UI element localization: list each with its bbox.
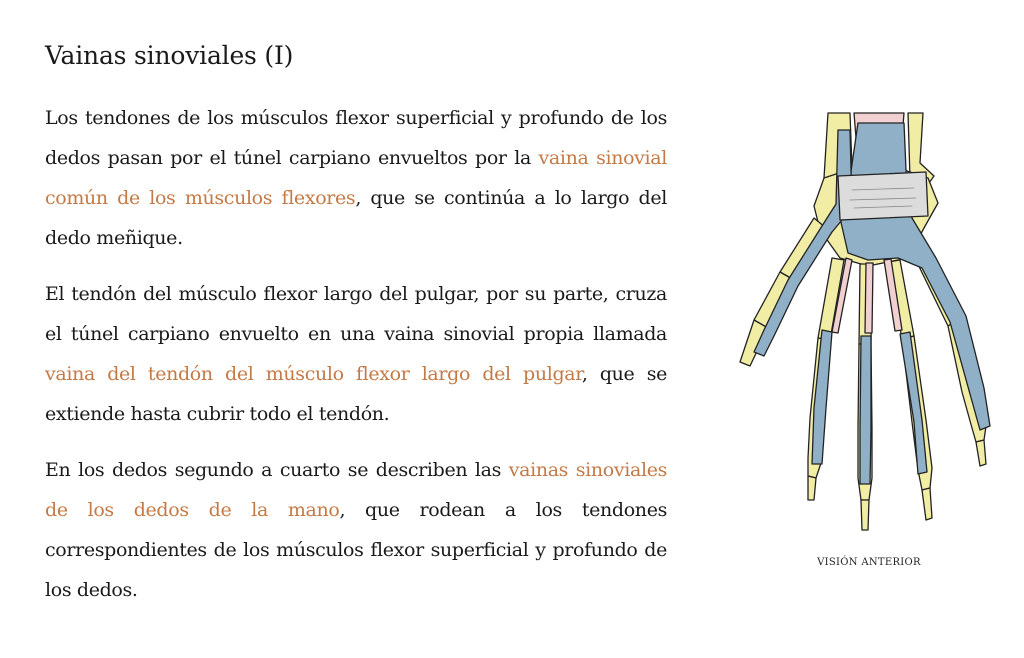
highlight-term: vainas sinoviales de los dedos de la mano	[45, 459, 667, 521]
paragraph-text: , que rodean a los tendones correspondientes de los músculos flexor superficial y profundo de los dedos.	[45, 499, 667, 601]
tendon-palm-3	[865, 263, 873, 333]
page-title: Vainas sinoviales (I)	[45, 41, 294, 70]
hand-illustration	[728, 108, 1010, 578]
figure-caption: VISIÓN ANTERIOR	[817, 557, 921, 568]
paragraph-pollicis-sheath	[45, 274, 667, 434]
paragraph-common-flexor-sheath	[45, 98, 667, 258]
highlight-term: vaina del tendón del músculo flexor largo del pulgar	[45, 363, 582, 385]
paragraph-text: , que se continúa a lo largo del dedo meñique.	[45, 187, 667, 249]
fingertip-little	[976, 440, 986, 466]
flexor-retinaculum	[838, 172, 928, 220]
paragraph-text: El tendón del músculo flexor largo del pulgar, por su parte, cruza el túnel carpiano envuelto en una vaina sinovial propia llamada	[45, 283, 667, 345]
paragraph-text: Los tendones de los músculos flexor superficial y profundo de los dedos pasan por el túnel carpiano envueltos por la	[45, 107, 667, 169]
fingertip-ring	[922, 488, 932, 520]
paragraph-text: En los dedos segundo a cuarto se describen las	[45, 459, 509, 481]
body-text	[45, 98, 667, 626]
paragraph-text: , que se extiende hasta cubrir todo el tendón.	[45, 363, 667, 425]
highlight-term: vaina sinovial común de los músculos flexores	[45, 147, 667, 209]
digital-sheath-index	[812, 330, 832, 464]
digital-sheath-middle	[860, 336, 871, 484]
fingertip-middle	[861, 500, 869, 530]
paragraph-digital-sheaths	[45, 450, 667, 610]
fingertip-index	[808, 476, 816, 500]
hand-anterior-svg	[728, 108, 1010, 558]
